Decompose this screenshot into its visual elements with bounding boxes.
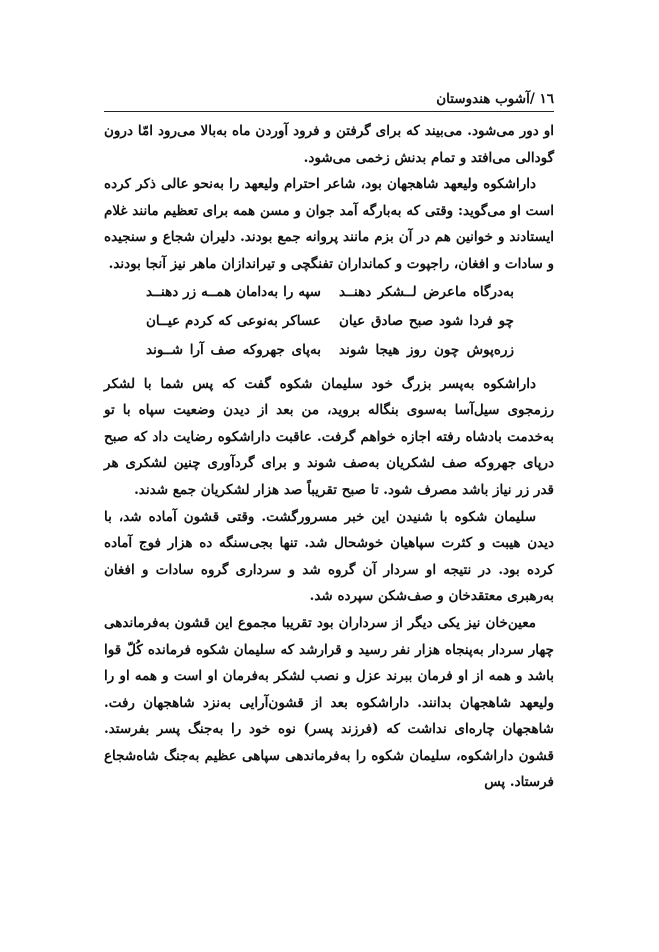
paragraph: داراشکوه به‌پسر بزرگ خود سلیمان شکوه گفت که پس شما با لشکر رزمجوی سیل‌آسا به‌سوی بنگاله بروید، من بعد از دیدن وضعیت سپاه با تو به‌خدمت بادشاه رفته اجازه خواهم گرفت. عاقبت داراشکوه رضایت داد که صبح درپای جهروکه صف لشکریان به‌صف شوند و برای گردآوری چنین لشکری هر قدر زر نیاز باشد مصرف شود. تا صبح تقریباً صد هزار لشکریان جمع شدند. <box>104 375 554 498</box>
header-rule <box>104 111 554 112</box>
hemistich-first: چو فردا شود صبح صادق عیان <box>339 312 514 329</box>
hemistich-second: عساکر به‌نوعی که کردم عیــان <box>146 312 321 329</box>
hemistich-first: زره‌پوش چون روز هیجا شوند <box>339 341 514 358</box>
paragraph: معین‌خان نیز یکی دیگر از سرداران بود تقریبا مجموع این قشون به‌فرماندهی چهار سردار به‌پنجاه هزار نفر رسید و قرارشد که سلیمان شکوه فرمانده کُلّ قوا باشد و همه از او فرمان ببرند عزل و نصب لشکر به‌فرمان او است و همه او را ولیعهد شاهجهان بدانند. داراشکوه بعد از قشون‌آرایی به‌نزد شاهجهان رفت. شاهجهان چاره‌ای نداشت که (فرزند پسر) نوه خود را به‌جنگ پسر بفرستد. قشون داراشکوه، سلیمان شکوه را به‌فرماندهی سپاهی عظیم به‌جنگ شاه‌شجاع فرستاد. پس <box>104 614 554 791</box>
running-header: ١٦ /آشوب هندوستان <box>436 91 554 107</box>
poem-couplet <box>104 307 514 336</box>
hemistich-second: به‌پای جهروکه صف آرا شــوند <box>146 341 321 358</box>
paragraph: سلیمان شکوه با شنیدن این خبر مسرورگشت. وقتی قشون آماده شد، با دیدن هیبت و کثرت سپاهیان خوشحال شد. تنها بجی‌سنگه ده هزار فوج آماده کرده بود. در نتیجه او سردار آن گروه شد و سرداری گروه سادات و افغان به‌رهبری معتقدخان و صف‌شکن سپرده شد. <box>104 508 554 605</box>
hemistich-second: سپه را به‌دامان همــه زر دهنــد <box>146 283 321 300</box>
poem-couplet <box>104 278 514 307</box>
paragraph: داراشکوه ولیعهد شاهجهان بود، شاعر احترام ولیعهد را به‌نحو عالی ذکر کرده است او می‌گوید: وقتی که به‌بارگه آمد جوان و مسن همه برای تعظیم مانند غلام ایستادند و خوانین هم در آن بزم مانند پروانه جمع بودند. دلیران شجاع و سنجیده و سادات و افغان، راجپوت و کمانداران تفنگچی و تیراندازان ماهر نیز آنجا بودند. <box>104 176 554 272</box>
poem-block <box>104 278 554 365</box>
body-text <box>104 118 554 796</box>
poem-couplet <box>104 336 514 365</box>
hemistich-first: به‌درگاه ماعرض لــشکر دهنــد <box>339 283 514 300</box>
paragraph: او دور می‌شود. می‌بیند که برای گرفتن و فرود آوردن ماه به‌بالا می‌رود امّا درون گودالی می‌افتد و تمام بدنش زخمی می‌شود. <box>104 123 554 166</box>
